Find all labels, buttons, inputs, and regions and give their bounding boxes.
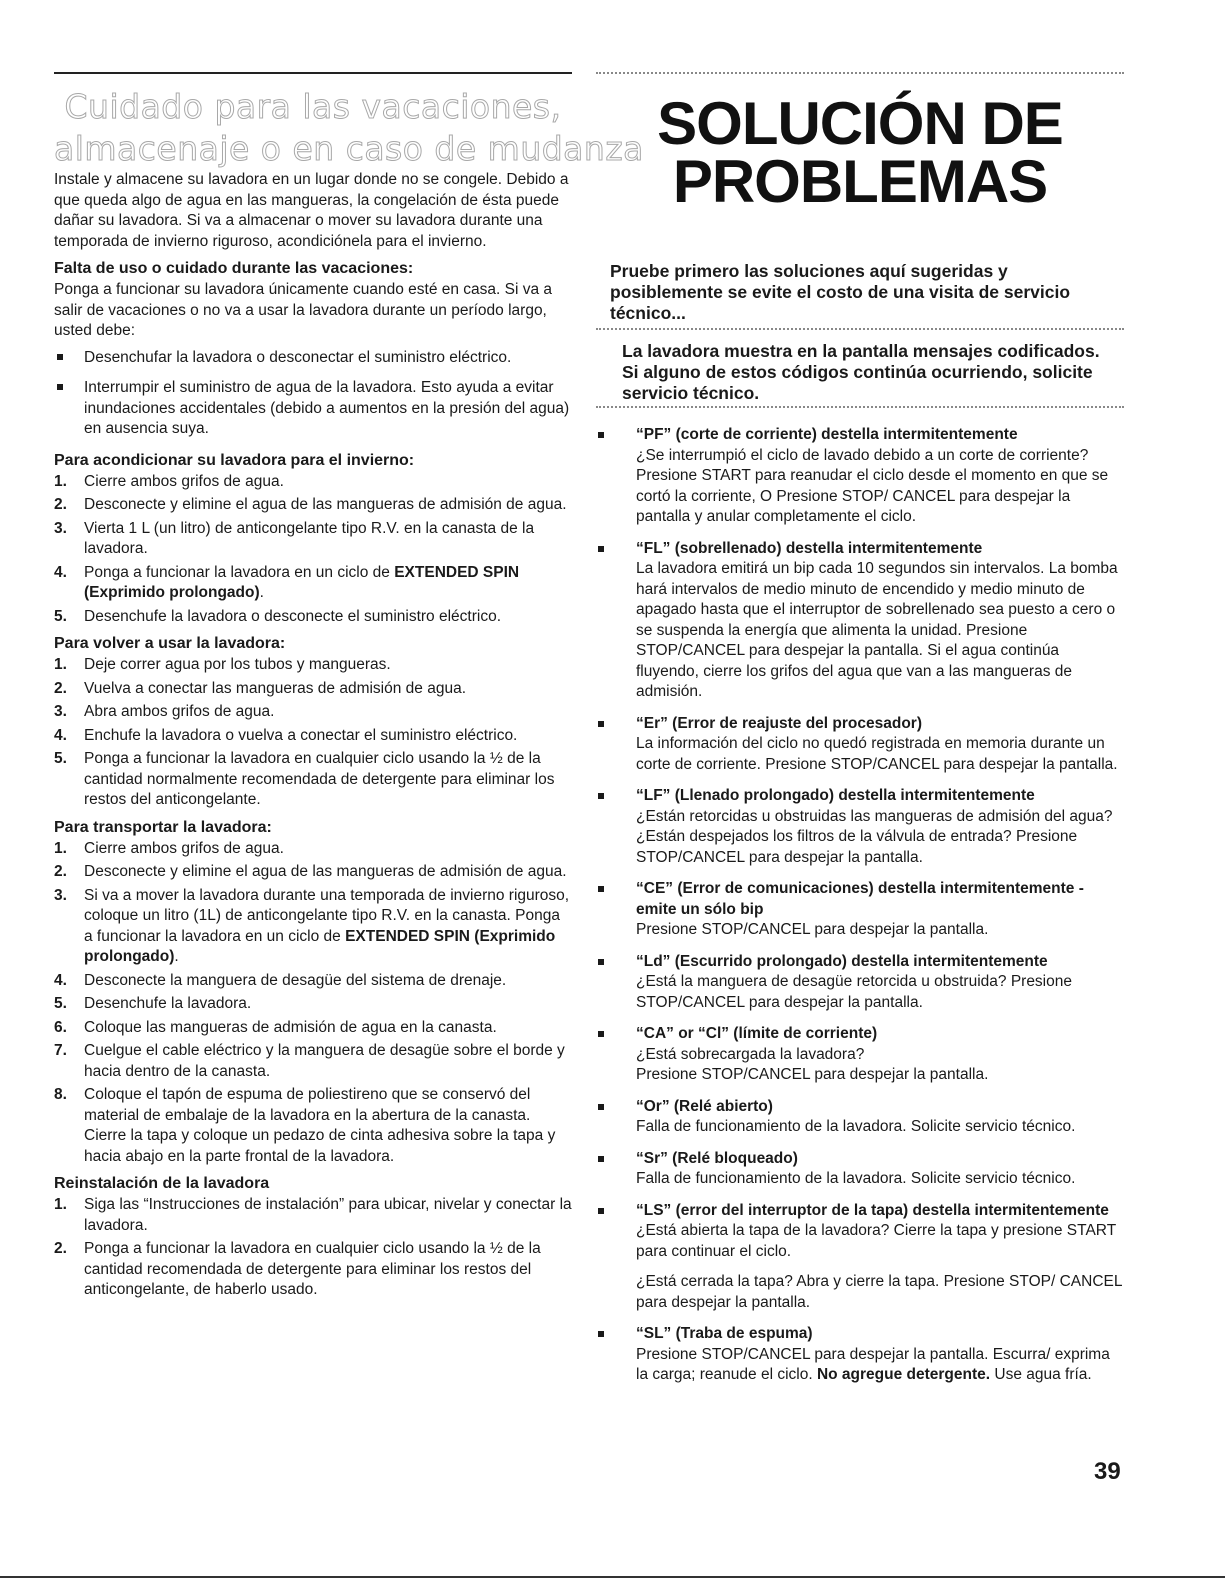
- error-code-title: “SL” (Traba de espuma): [636, 1325, 813, 1342]
- step-item: [54, 655, 572, 676]
- error-code-description: ¿Está sobrecargada la lavadora?: [636, 1045, 865, 1063]
- step-text: Enchufe la lavadora o vuelva a conectar el suministro eléctrico.: [84, 726, 518, 744]
- step-number: 5.: [54, 995, 67, 1012]
- transport-steps: [54, 839, 572, 1168]
- step-number: 1.: [54, 1196, 67, 1213]
- step-text: Ponga a funcionar la lavadora en un ciclo de: [84, 563, 395, 581]
- step-bold-text: EXTENDED SPIN (Exprimido prolongado): [84, 927, 556, 965]
- error-code-title: “Er” (Error de reajuste del procesador): [636, 714, 922, 732]
- step-number: 4.: [54, 726, 67, 744]
- left-column: [54, 72, 644, 1304]
- step-number: 1.: [54, 472, 67, 490]
- error-code-description: ¿Están retorcidas u obstruidas las mangueras de admisión del agua?: [636, 807, 1113, 825]
- step-text: Abra ambos grifos de agua.: [84, 703, 275, 720]
- section-title-line-1: Cuidado para las vacaciones,: [64, 87, 562, 126]
- error-code-description-2: ¿Está cerrada la tapa? Abra y cierre la tapa. Presione STOP/ CANCEL para despejar la pantalla.: [636, 1273, 1122, 1311]
- error-code-title: “LS” (error del interruptor de la tapa) destella intermitentemente: [636, 1201, 1109, 1219]
- step-text: Vuelva a conectar las mangueras de admisión de agua.: [84, 679, 466, 697]
- step-number: 1.: [54, 839, 67, 857]
- heading-reinstall: Reinstalación de la lavadora: [54, 1175, 270, 1192]
- page-title-line-2: PROBLEMAS: [672, 148, 1048, 215]
- step-item: [54, 886, 572, 968]
- error-code-item: [596, 879, 1124, 941]
- step-item: [54, 971, 572, 992]
- bullet-square-icon: [598, 1104, 604, 1110]
- bullet-square-icon: [598, 1208, 604, 1214]
- bullet-item: [54, 378, 572, 440]
- troubleshooting-intro: Pruebe primero las soluciones aquí sugeridas y posiblemente se evite el costo de una visita de servicio técnico...: [610, 261, 1071, 323]
- error-code-title: “CE” (Error de comunicaciones) destella intermitentemente - emite un sólo bip: [636, 880, 1084, 918]
- error-code-item: [596, 1024, 1124, 1086]
- bullet-square-icon: [57, 354, 63, 360]
- bullet-square-icon: [598, 1031, 604, 1037]
- error-code-description-after: Use agua fría.: [990, 1366, 1092, 1383]
- reuse-steps: [54, 655, 572, 811]
- codes-box-line-2: Si alguno de estos códigos continúa ocurriendo, solicite servicio técnico.: [622, 362, 1093, 403]
- step-item: [54, 839, 572, 860]
- step-text: Desconecte y elimine el agua de las mangueras de admisión de agua.: [84, 496, 567, 513]
- error-code-item: [596, 952, 1124, 1014]
- bullet-square-icon: [598, 959, 604, 965]
- step-number: 8.: [54, 1086, 67, 1103]
- step-item: [54, 1085, 572, 1167]
- step-number: 7.: [54, 1042, 67, 1059]
- step-number: 4.: [54, 563, 67, 581]
- step-number: 2.: [54, 679, 67, 697]
- bullet-square-icon: [598, 886, 604, 892]
- bullet-square-icon: [598, 432, 604, 438]
- step-text-after: .: [174, 948, 179, 965]
- step-text: Si va a mover la lavadora durante una temporada de invierno riguroso, coloque un litro (1L) de anticongelante tipo R.V. en la canasta. Ponga a funcionar la lavadora en un ciclo de: [84, 886, 570, 945]
- vacation-paragraph: Ponga a funcionar su lavadora únicamente cuando esté en casa. Si va a salir de vacaciones o no va a usar la lavadora durante un período largo, usted debe:: [54, 281, 553, 339]
- heading-transport: Para transportar la lavadora:: [54, 818, 272, 836]
- step-number: 6.: [54, 1018, 67, 1036]
- step-text-after: .: [259, 584, 264, 601]
- error-code-description: La información del ciclo no quedó registrada en memoria durante un corte de corriente. Presione STOP/CANCEL para despejar la pantalla.: [636, 735, 1118, 773]
- winterize-steps: [54, 472, 572, 628]
- heading-winterize: Para acondicionar su lavadora para el invierno:: [54, 451, 415, 469]
- step-item: [54, 519, 572, 560]
- error-code-item: [596, 1097, 1124, 1138]
- box-top-rule: [596, 328, 1124, 333]
- bullet-square-icon: [598, 721, 604, 727]
- step-text: Cierre ambos grifos de agua.: [84, 472, 284, 490]
- error-code-item: [596, 539, 1124, 703]
- page-number: 39: [1094, 1458, 1121, 1485]
- top-rule: [54, 72, 572, 74]
- error-code-description-2: Presione STOP/CANCEL para despejar la pantalla.: [636, 1066, 989, 1083]
- error-code-item: [596, 714, 1124, 776]
- step-number: 5.: [54, 607, 67, 625]
- codes-box-heading: [622, 341, 1124, 404]
- step-bold-text: EXTENDED SPIN (Exprimido prolongado): [84, 563, 520, 601]
- top-dotted-rule: [596, 72, 1124, 77]
- bullet-square-icon: [598, 793, 604, 799]
- step-number: 1.: [54, 656, 67, 673]
- bottom-rule: [0, 1576, 1225, 1578]
- section-title-line-2: almacenaje o en caso de mudanza: [54, 129, 644, 168]
- step-item: [54, 862, 572, 883]
- step-item: [54, 607, 572, 628]
- error-code-item: [596, 1201, 1124, 1314]
- error-code-item: [596, 1149, 1124, 1190]
- step-number: 3.: [54, 519, 67, 537]
- step-text: Desenchufe la lavadora.: [84, 995, 252, 1012]
- step-number: 3.: [54, 703, 67, 720]
- step-item: [54, 495, 572, 516]
- step-text: Coloque las mangueras de admisión de agua en la canasta.: [84, 1018, 497, 1036]
- step-item: [54, 1195, 572, 1236]
- step-number: 4.: [54, 971, 67, 989]
- error-code-description: ¿Está abierta la tapa de la lavadora? Cierre la tapa y presione START para continuar el ciclo.: [636, 1222, 1116, 1260]
- step-item: [54, 702, 572, 723]
- step-item: [54, 749, 572, 811]
- intro-paragraph: Instale y almacene su lavadora en un lugar donde no se congele. Debido a que queda algo de agua en las mangueras, la congelación de ésta puede dañar su lavadora. Si va a almacenar o mover su lavadora durante una temporada de invierno riguroso, acondiciónela para el invierno.: [54, 171, 569, 250]
- error-code-item: [596, 786, 1124, 868]
- error-code-bold-text: No agregue detergente.: [816, 1366, 991, 1383]
- page-title: [596, 90, 1124, 215]
- error-code-title: “Ld” (Escurrido prolongado) destella intermitentemente: [636, 952, 1048, 970]
- step-item: [54, 563, 572, 604]
- error-code-title: “Sr” (Relé bloqueado): [636, 1149, 798, 1167]
- step-text: Ponga a funcionar la lavadora en cualquier ciclo usando la ½ de la cantidad recomendada de detergente para eliminar los restos del anticongelante, de haberlo usado.: [84, 1240, 541, 1298]
- step-item: [54, 472, 572, 493]
- error-code-description: Presione STOP/CANCEL para despejar la pantalla.: [636, 921, 989, 938]
- right-column: [596, 72, 1124, 1397]
- step-text: Ponga a funcionar la lavadora en cualquier ciclo usando la ½ de la cantidad normalmente recomendada de detergente para eliminar los restos del anticongelante.: [84, 750, 555, 808]
- error-code-description: Falla de funcionamiento de la lavadora. Solicite servicio técnico.: [636, 1118, 1076, 1135]
- step-item: [54, 1041, 572, 1082]
- error-code-title: “PF” (corte de corriente) destella intermitentemente: [636, 426, 1018, 443]
- error-code-title: “LF” (Llenado prolongado) destella intermitentemente: [636, 787, 1035, 804]
- codes-box-line-1: La lavadora muestra en la pantalla mensajes codificados.: [622, 341, 1100, 361]
- error-code-item: [596, 425, 1124, 528]
- bullet-text: Desenchufar la lavadora o desconectar el suministro eléctrico.: [84, 348, 512, 366]
- vacation-bullets: [54, 348, 572, 440]
- step-text: Vierta 1 L (un litro) de anticongelante tipo R.V. en la canasta de la lavadora.: [84, 519, 535, 557]
- section-title: [54, 86, 644, 170]
- step-text: Deje correr agua por los tubos y mangueras.: [84, 656, 391, 673]
- heading-vacation: Falta de uso o cuidado durante las vacaciones:: [54, 260, 414, 277]
- error-code-description: ¿Se interrumpió el ciclo de lavado debido a un corte de corriente? Presione START para reanudar el ciclo desde el momento en que se cortó la corriente, O Presione STOP/ CANCEL para despejar la pantalla y anular completamente el ciclo.: [636, 446, 1109, 525]
- page-title-line-1: SOLUCIÓN DE: [657, 90, 1063, 157]
- error-code-title: “FL” (sobrellenado) destella intermitentemente: [636, 539, 983, 557]
- error-code-title: “Or” (Relé abierto): [636, 1097, 773, 1115]
- step-number: 2.: [54, 863, 67, 880]
- step-text: Cierre ambos grifos de agua.: [84, 839, 284, 857]
- error-code-description: ¿Está la manguera de desagüe retorcida u obstruida? Presione STOP/CANCEL para despejar la pantalla.: [636, 973, 1072, 1011]
- step-number: 2.: [54, 496, 67, 513]
- error-code-description: La lavadora emitirá un bip cada 10 segundos sin intervalos. La bomba hará intervalos de medio minuto de encendido y medio minuto de apagado hasta que el interruptor de sobrellenado sea puesto a cero o se suspenda la energía que alimenta la unidad. Presione STOP/CANCEL para despejar la pantalla. Si el agua continúa fluyendo, cierre los grifos del agua que van a las mangueras de admisión.: [636, 560, 1118, 700]
- bullet-square-icon: [598, 1156, 604, 1162]
- step-number: 5.: [54, 750, 67, 767]
- step-text: Coloque el tapón de espuma de poliestireno que se conservó del material de embalaje de la lavadora en la abertura de la canasta. Cierre la tapa y coloque un pedazo de cinta adhesiva sobre la tapa y hacia abajo en la parte frontal de la lavadora.: [84, 1086, 556, 1165]
- bullet-square-icon: [598, 1331, 604, 1337]
- error-code-item: [596, 1324, 1124, 1386]
- error-code-description: Presione STOP/CANCEL para despejar la pantalla. Escurra/ exprima la carga; reanude el ciclo.: [636, 1345, 1110, 1383]
- bullet-square-icon: [57, 384, 63, 390]
- step-item: [54, 1239, 572, 1301]
- error-code-list: [596, 425, 1124, 1386]
- step-text: Desconecte la manguera de desagüe del sistema de drenaje.: [84, 971, 507, 989]
- error-code-description-2: ¿Están despejados los filtros de la válvula de entrada? Presione STOP/CANCEL para despejar la pantalla.: [636, 828, 1078, 866]
- bullet-text: Interrumpir el suministro de agua de la lavadora. Esto ayuda a evitar inundaciones accidentales (debido a aumentos en la presión del agua) en ausencia suya.: [84, 379, 570, 437]
- bullet-item: [54, 348, 572, 369]
- step-item: [54, 994, 572, 1015]
- step-text: Siga las “Instrucciones de instalación” para ubicar, nivelar y conectar la lavadora.: [84, 1196, 572, 1234]
- reinstall-steps: [54, 1195, 572, 1301]
- step-text: Desconecte y elimine el agua de las mangueras de admisión de agua.: [84, 863, 567, 880]
- step-text: Cuelgue el cable eléctrico y la manguera de desagüe sobre el borde y hacia dentro de la canasta.: [84, 1042, 565, 1080]
- box-bottom-rule: [596, 406, 1124, 411]
- bullet-square-icon: [598, 546, 604, 552]
- error-code-description: Falla de funcionamiento de la lavadora. Solicite servicio técnico.: [636, 1170, 1076, 1187]
- heading-reuse: Para volver a usar la lavadora:: [54, 635, 286, 652]
- error-code-title: “CA” or “Cl” (límite de corriente): [636, 1025, 878, 1042]
- step-number: 3.: [54, 886, 67, 904]
- step-text: Desenchufe la lavadora o desconecte el suministro eléctrico.: [84, 607, 502, 625]
- step-item: [54, 679, 572, 700]
- step-item: [54, 1018, 572, 1039]
- step-number: 2.: [54, 1240, 67, 1257]
- step-item: [54, 726, 572, 747]
